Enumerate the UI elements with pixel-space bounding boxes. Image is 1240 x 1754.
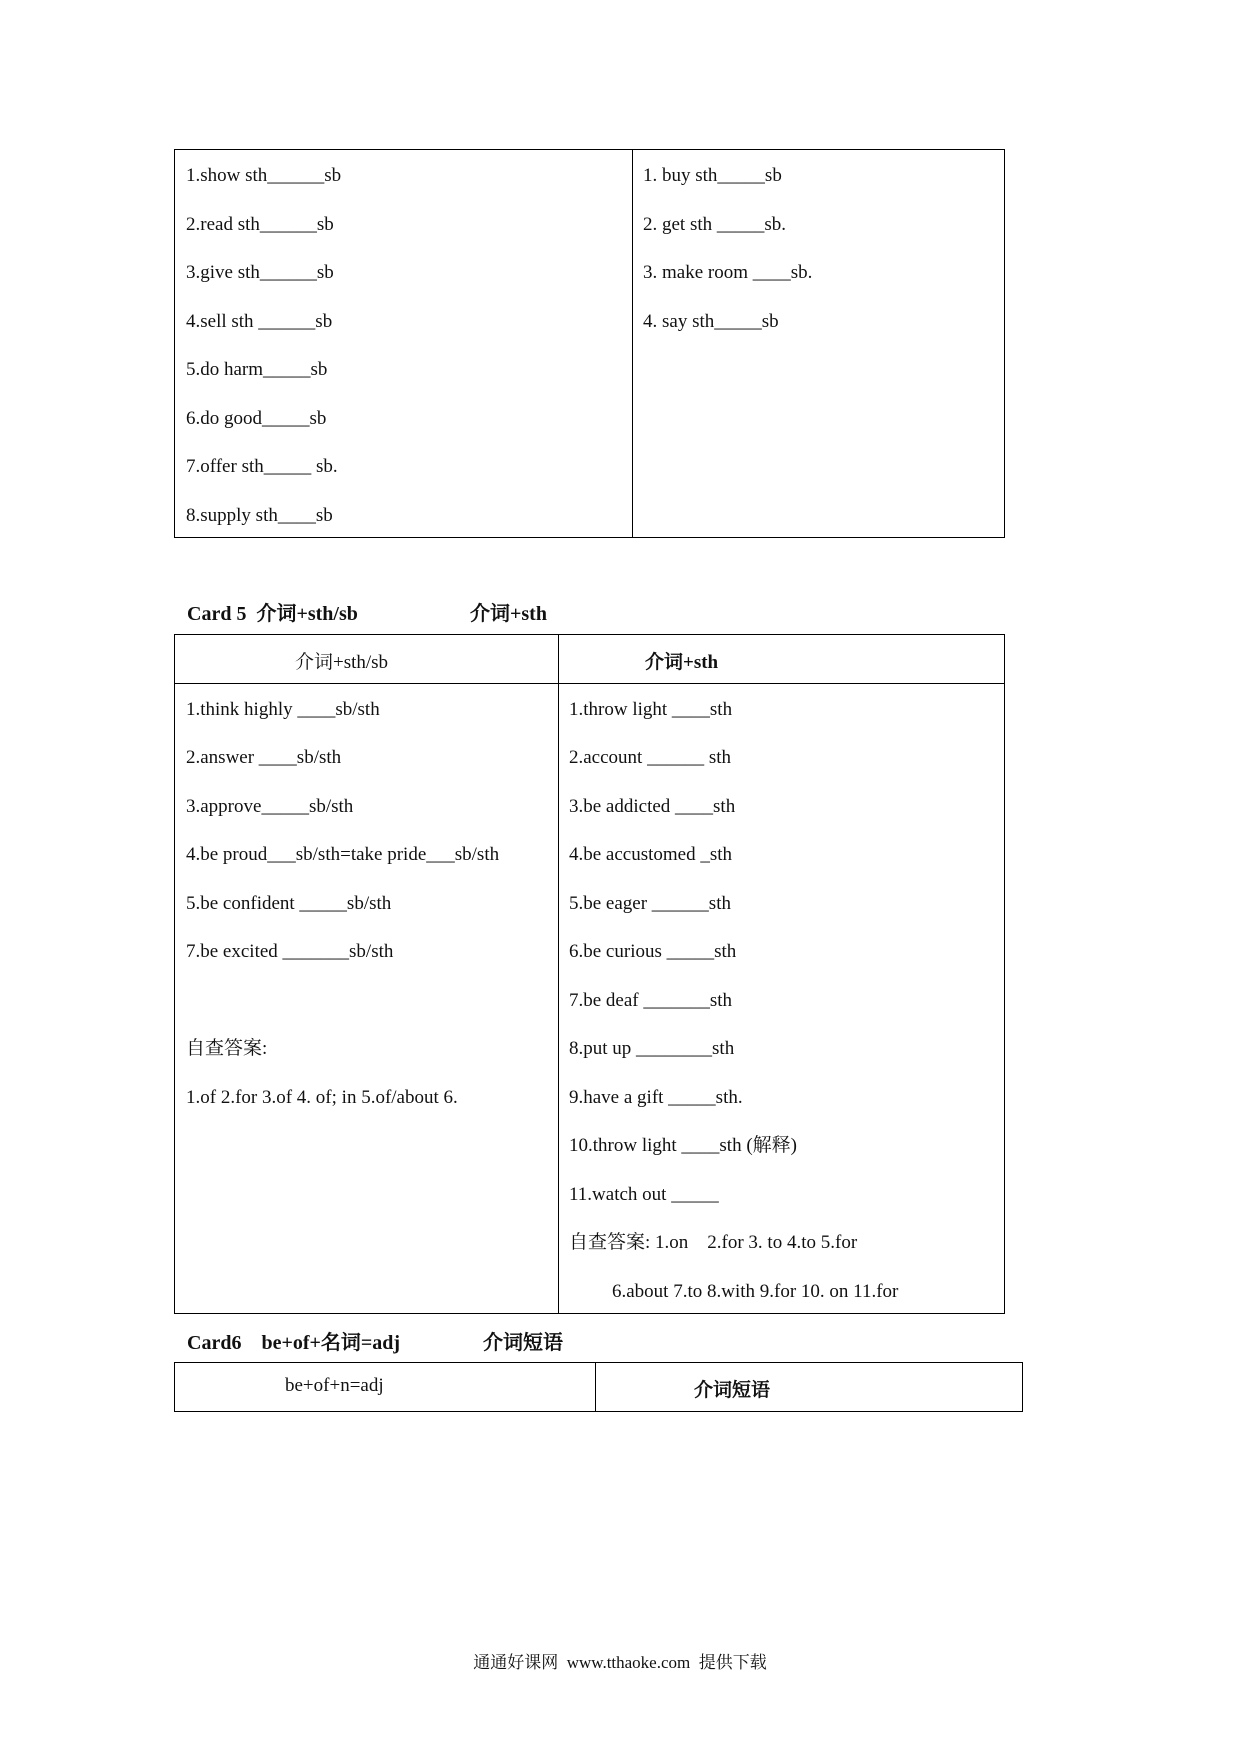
card5-column-header-left: 介词+sth/sb: [295, 652, 389, 673]
list-item: 5.do harm_____sb: [186, 359, 328, 380]
column-divider: [595, 1363, 596, 1411]
card4-right-column: [632, 150, 1004, 537]
list-item: 5.be confident _____sb/sth: [186, 893, 392, 914]
card6-table: [174, 1362, 1023, 1412]
list-item: 3.approve_____sb/sth: [186, 796, 354, 817]
card5-column-header-right: 介词+sth: [645, 652, 719, 673]
card6-column-header-left: be+of+n=adj: [285, 1375, 384, 1396]
list-item: 2. get sth _____sb.: [643, 214, 787, 235]
list-item: 3.give sth______sb: [186, 262, 334, 283]
list-item: 7.offer sth_____ sb.: [186, 456, 338, 477]
card5-heading: Card 5 介词+sth/sb: [187, 603, 358, 625]
list-item: 2.answer ____sb/sth: [186, 747, 342, 768]
list-item: 4.be accustomed _sth: [569, 844, 733, 865]
list-item: 2.read sth______sb: [186, 214, 334, 235]
card5-right-column: [558, 635, 1004, 1313]
list-item: 8.supply sth____sb: [186, 505, 333, 526]
card6-heading-right: 介词短语: [483, 1332, 563, 1354]
list-item: 4.be proud___sb/sth=take pride___sb/sth: [186, 844, 500, 865]
card5-table: [174, 634, 1005, 1314]
list-item: 4.sell sth ______sb: [186, 311, 333, 332]
list-item: 1.show sth______sb: [186, 165, 342, 186]
card6-heading: Card6 be+of+名词=adj: [187, 1332, 401, 1354]
page-footer: 通通好课网 www.tthaoke.com 提供下载: [473, 1653, 767, 1672]
list-item: 6.be curious _____sth: [569, 941, 737, 962]
answer-text: 6.about 7.to 8.with 9.for 10. on 11.for: [612, 1281, 899, 1302]
card4-left-column: [175, 150, 632, 537]
list-item: 2.account ______ sth: [569, 747, 732, 768]
answer-text: 自查答案: 1.on 2.for 3. to 4.to 5.for: [569, 1232, 858, 1253]
card4-table: [174, 149, 1005, 538]
list-item: 8.put up ________sth: [569, 1038, 735, 1059]
list-item: 1.throw light ____sth: [569, 699, 733, 720]
list-item: 3. make room ____sb.: [643, 262, 813, 283]
card5-heading-right: 介词+sth: [470, 603, 547, 625]
answer-label: 自查答案:: [186, 1038, 268, 1059]
card5-left-column: [175, 635, 558, 1313]
list-item: 9.have a gift _____sth.: [569, 1087, 743, 1108]
list-item: 6.do good_____sb: [186, 408, 327, 429]
answer-text: 1.of 2.for 3.of 4. of; in 5.of/about 6.: [186, 1087, 458, 1108]
list-item: 7.be deaf _______sth: [569, 990, 733, 1011]
list-item: 10.throw light ____sth (解释): [569, 1135, 797, 1156]
list-item: 1.think highly ____sb/sth: [186, 699, 380, 720]
list-item: 7.be excited _______sb/sth: [186, 941, 394, 962]
list-item: 1. buy sth_____sb: [643, 165, 782, 186]
list-item: 4. say sth_____sb: [643, 311, 779, 332]
card6-column-header-right: 介词短语: [694, 1380, 771, 1401]
list-item: 3.be addicted ____sth: [569, 796, 736, 817]
list-item: 11.watch out _____: [569, 1184, 719, 1205]
list-item: 5.be eager ______sth: [569, 893, 731, 914]
